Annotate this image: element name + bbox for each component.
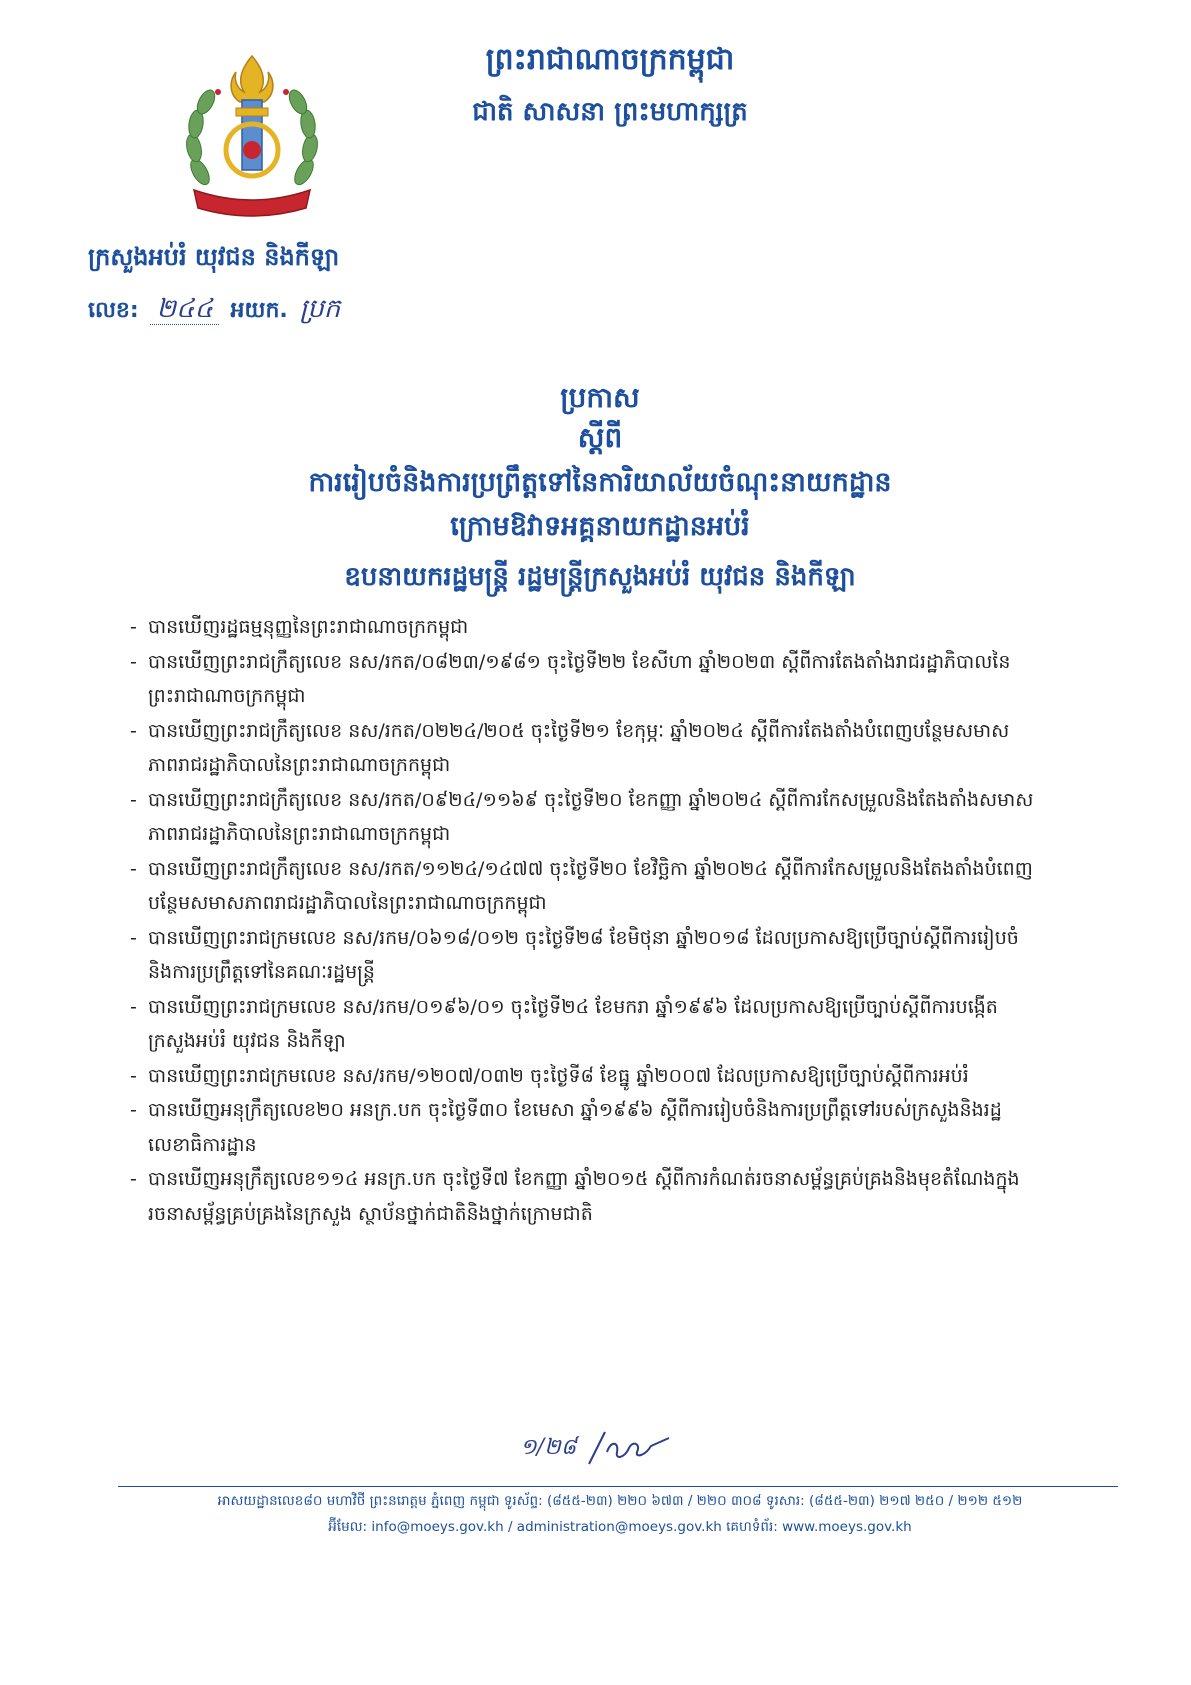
reference-number: ២៤៤ [150,294,219,325]
list-item: - បានឃើញអនុក្រឹត្យលេខ១១៤ អនក្រ.បក ចុះថ្ងៃទី៧ ខែកញ្ញា ឆ្នាំ២០១៥ ស្តីពីការកំណត់រចនាសម្ព័ន្ធគ្រប់គ្រងនិងមុខតំណែងក្នុងរចនាសម្ព័ន្ធគ្រប់គ្រងនៃក្រសួង ស្ថាប័នថ្នាក់ជាតិនិងថ្នាក់ក្រោមជាតិ [130,1168,1020,1225]
reference-label: លេខ: [88,298,139,323]
reference-suffix: ប្រក [299,294,341,324]
reference-number-line [88,292,344,328]
list-item: - បានឃើញព្រះរាជក្រឹត្យលេខ នស/រកត/១១២៤/១៤៧៧ ចុះថ្ងៃទី២០ ខែវិច្ឆិកា ឆ្នាំ២០២៤ ស្តីពីការកែសម្រួលនិងតែងតាំងបំពេញបន្ថែមសមាសភាពរាជរដ្ឋាភិបាលនៃព្រះរាជាណាចក្រកម្ពុជា [130,857,1033,914]
about-heading: ស្តីពី [577,421,623,454]
reference-code: អយក. [230,298,288,323]
list-item: - បានឃើញព្រះរាជក្រមលេខ នស/រកម/០៦១៨/០១២ ចុះថ្ងៃទី២៨ ខែមិថុនា ឆ្នាំ២០១៨ ដែលប្រកាសឱ្យប្រើច្បាប់ស្តីពីការរៀបចំនិងការប្រព្រឹត្តទៅនៃគណៈរដ្ឋមន្ត្រី [130,926,1019,983]
footer-divider [118,1486,1118,1487]
list-item: - បានឃើញអនុក្រឹត្យលេខ២០ អនក្រ.បក ចុះថ្ងៃទី៣០ ខែមេសា ឆ្នាំ១៩៩៦ ស្តីពីការរៀបចំនិងការប្រព្រឹត្តទៅរបស់ក្រសួងនិងរដ្ឋលេខាធិការដ្ឋាន [130,1099,1002,1156]
signature-mark-icon [583,1430,675,1466]
subject-line-1: ការរៀបចំនិងការប្រព្រឹត្តទៅនៃការិយាល័យចំណុះនាយកដ្ឋាន [308,467,892,498]
list-item: - បានឃើញរដ្ឋធម្មនុញ្ញនៃព្រះរាជាណាចក្រកម្ពុជា [130,616,469,638]
ministry-name: ក្រសួងអប់រំ យុវជន និងកីឡា [88,243,340,271]
list-item: - បានឃើញព្រះរាជក្រមលេខ នស/រកម/០១៩៦/០១ ចុះថ្ងៃទី២៤ ខែមករា ឆ្នាំ១៩៩៦ ដែលប្រកាសឱ្យប្រើច្បាប់ស្តីពីការបង្កើតក្រសួងអប់រំ យុវជន និងកីឡា [130,995,998,1052]
legal-basis-list [130,610,1035,1231]
footer-address: អាសយដ្ឋានលេខ៨០ មហាវិថី ព្រះនរោត្តម ភ្នំពេញ កម្ពុជា ទូរស័ព្ទ: (៨៥៥-២៣) ២២០ ៦៧៣ / ២២០ ៣០៨ ទូរសារ: (៨៥៥-២៣) ២១៧ ២៥០ / ២១២ ៥១២ [217,1493,1023,1509]
list-item: - បានឃើញព្រះរាជក្រឹត្យលេខ នស/រកត/០៩២៤/១១៦៩ ចុះថ្ងៃទី២០ ខែកញ្ញា ឆ្នាំ២០២៤ ស្តីពីការកែសម្រួលនិងតែងតាំងសមាសភាពរាជរដ្ឋាភិបាលនៃព្រះរាជាណាចក្រកម្ពុជា [130,788,1034,845]
list-item: - បានឃើញព្រះរាជក្រឹត្យលេខ នស/រកត/០៨២៣/១៩៨១ ចុះថ្ងៃទី២២ ខែសីហា ឆ្នាំ២០២៣ ស្តីពីការតែងតាំងរាជរដ្ឋាភិបាលនៃព្រះរាជាណាចក្រកម្ពុជា [130,650,1011,707]
list-item: - បានឃើញព្រះរាជក្រឹត្យលេខ នស/រកត/០២២៤/២០៥ ចុះថ្ងៃទី២១ ខែកុម្ភៈ ឆ្នាំ២០២៤ ស្តីពីការតែងតាំងបំពេញបន្ថែមសមាសភាពរាជរដ្ឋាភិបាលនៃព្រះរាជាណាចក្រកម្ពុជា [130,719,1010,776]
issuer-heading: ឧបនាយករដ្ឋមន្ត្រី រដ្ឋមន្ត្រីក្រសួងអប់រំ យុវជន និងកីឡា [344,562,856,592]
national-motto: ជាតិ សាសនា ព្រះមហាក្សត្រ [472,97,748,127]
footer-contact: អ៊ីមែល: info@moeys.gov.kh / administration@moeys.gov.kh គេហទំព័រ: www.moeys.gov.kh [328,1519,912,1535]
kingdom-heading: ព្រះរាជាណាចក្រកម្ពុជា [485,42,735,77]
list-item: - បានឃើញព្រះរាជក្រមលេខ នស/រកម/១២០៧/០៣២ ចុះថ្ងៃទី៨ ខែធ្នូ ឆ្នាំ២០០៧ ដែលប្រកាសឱ្យប្រើច្បាប់ស្តីពីការអប់រំ [130,1064,969,1087]
ministry-emblem-icon [178,52,326,220]
document-type-title: ប្រកាស [560,381,640,414]
subject-line-2: ក្រោមឱវាទអគ្គនាយកដ្ឋានអប់រំ [450,511,750,542]
page-number: ១/២៨ [520,1430,675,1466]
